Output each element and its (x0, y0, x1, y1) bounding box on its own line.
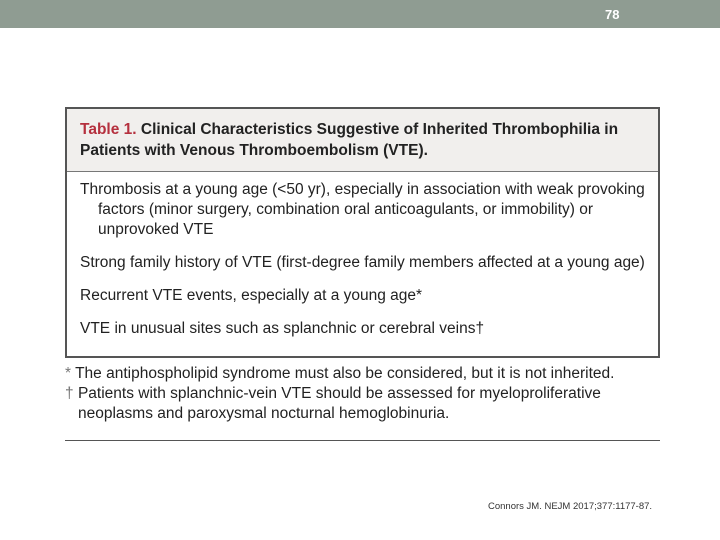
footnote (65, 364, 665, 384)
table-title: Clinical Characteristics Suggestive of Inherited Thrombophilia in Patients with Venous Thromboembolism (VTE). (80, 121, 619, 159)
table-label: Table 1. (80, 121, 137, 138)
footnote (65, 384, 665, 424)
page-number: 78 (605, 7, 620, 22)
divider (65, 440, 660, 441)
footnote-text: The antiphospholipid syndrome must also be considered, but it is not inherited. (75, 365, 615, 382)
footnote-text: Patients with splanchnic-vein VTE should be assessed for myeloproliferative neoplasms and paroxysmal nocturnal hemoglobinuria. (77, 385, 601, 422)
footnote-mark: * (65, 365, 72, 382)
table-header (67, 109, 658, 172)
footnote-mark: † (65, 385, 74, 402)
table-row: Thrombosis at a young age (<50 yr), especially in association with weak provoking factors (minor surgery, combination oral anticoagulants, or immobility) or unprovoked VTE (80, 181, 645, 238)
table-row: VTE in unusual sites such as splanchnic or cerebral veins† (80, 320, 485, 337)
table-1 (65, 107, 660, 358)
footnotes (65, 364, 665, 424)
table-row: Strong family history of VTE (first-degree family members affected at a young age) (80, 254, 645, 271)
citation: Connors JM. NEJM 2017;377:1177-87. (488, 501, 653, 512)
slide-header-bar (0, 0, 720, 28)
table-row: Recurrent VTE events, especially at a young age* (80, 287, 423, 304)
table-body (67, 172, 658, 339)
